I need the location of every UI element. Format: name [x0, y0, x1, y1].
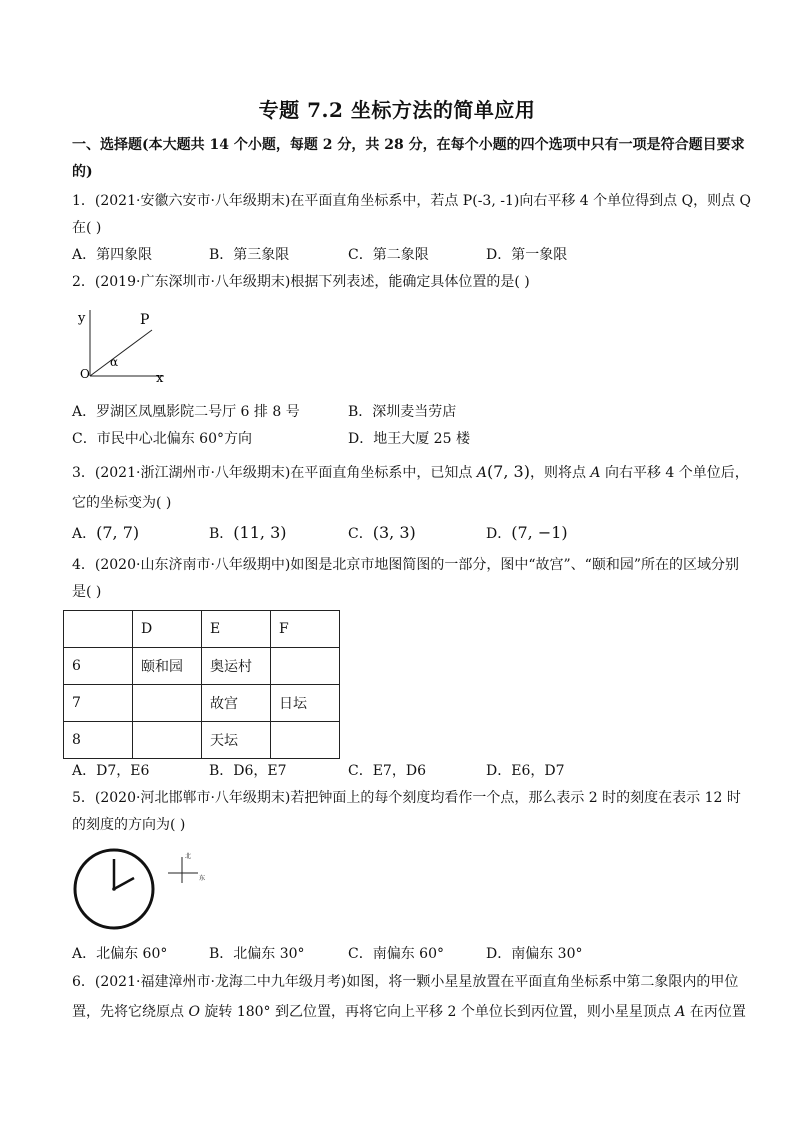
p-label: P — [140, 312, 150, 328]
table-cell — [133, 722, 202, 759]
question-6-stem-cont: 置，先将它绕原点 O 旋转 180° 到乙位置，再将它向上平移 2 个单位长到丙位置，则小星星顶点 A 在丙位置 — [72, 1004, 746, 1020]
question-5-stem: 5．(2020·河北邯郸市·八年级期末)若把钟面上的每个刻度均看作一个点，那么表示 2 时的刻度在表示 12 时 — [72, 790, 741, 806]
east-label: 东 — [199, 875, 206, 882]
alpha-label: α — [110, 355, 119, 369]
question-1-stem: 1．(2021·安徽六安市·八年级期末)在平面直角坐标系中，若点 P(-3, -1)向右平移 4 个单位得到点 Q，则点 Q — [72, 193, 751, 209]
question-4-stem: 4．(2020·山东济南市·八年级期中)如图是北京市地图简图的一部分，图中“故宫”、“颐和园”所在的区域分别 — [72, 557, 739, 573]
x-label: x — [156, 371, 164, 386]
table-cell: F — [271, 611, 340, 648]
q2-option-d: D．地王大厦 25 楼 — [348, 431, 470, 447]
q4-option-a: A．D7，E6 — [72, 763, 150, 779]
q5-option-c: C．南偏东 60° — [348, 946, 444, 962]
table-row — [64, 611, 340, 648]
q5-option-a: A．北偏东 60° — [72, 946, 168, 962]
q1-option-d: D．第一象限 — [486, 247, 568, 263]
table-cell: 故宫 — [202, 685, 271, 722]
y-label: y — [78, 311, 86, 326]
table-cell — [64, 611, 133, 648]
angle-figure — [72, 300, 182, 390]
question-3-stem: 3．(2021·浙江湖州市·八年级期末)在平面直角坐标系中，已知点 A(7, 3)，则将点 A 向右平移 4 个单位后， — [72, 462, 749, 481]
table-cell: D — [133, 611, 202, 648]
question-6-stem: 6．(2021·福建漳州市·龙海二中九年级月考)如图，将一颗小星星放置在平面直角坐标系中第二象限内的甲位 — [72, 974, 739, 990]
question-2-stem: 2．(2019·广东深圳市·八年级期末)根据下列表述，能确定具体位置的是( ) — [72, 274, 530, 290]
q2-option-b: B．深圳麦当劳店 — [348, 404, 457, 420]
q5-option-b: B．北偏东 30° — [209, 946, 305, 962]
question-5-stem-cont: 的刻度的方向为( ) — [72, 817, 186, 833]
table-cell — [133, 685, 202, 722]
table-cell: 6 — [64, 648, 133, 685]
q3-option-b: B．(11, 3) — [209, 523, 287, 542]
origin-label: O — [80, 367, 90, 381]
q5-option-d: D．南偏东 30° — [486, 946, 583, 962]
question-4-stem-cont: 是( ) — [72, 584, 102, 600]
table-cell: 颐和园 — [133, 648, 202, 685]
page-title: 专题 7.2 坐标方法的简单应用 — [258, 98, 536, 122]
table-row — [64, 685, 340, 722]
q3-option-c: C．(3, 3) — [348, 523, 416, 542]
q4-option-c: C．E7，D6 — [348, 763, 426, 779]
table-cell: 8 — [64, 722, 133, 759]
hour-hand — [114, 878, 134, 889]
q3-option-a: A．(7, 7) — [72, 523, 140, 542]
section-heading-cont: 的) — [72, 164, 93, 180]
ray-op — [90, 330, 152, 376]
table-row — [64, 722, 340, 759]
q1-option-a: A．第四象限 — [72, 247, 153, 263]
q4-option-b: B．D6，E7 — [209, 763, 287, 779]
table-cell: E — [202, 611, 271, 648]
clock-figure — [72, 845, 217, 935]
table-cell: 日坛 — [271, 685, 340, 722]
section-heading: 一、选择题(本大题共 14 个小题，每题 2 分，共 28 分，在每个小题的四个选项中只有一项是符合题目要求 — [72, 137, 745, 153]
table-cell: 天坛 — [202, 722, 271, 759]
table-cell — [271, 722, 340, 759]
q2-option-c: C．市民中心北偏东 60°方向 — [72, 431, 252, 447]
table-cell: 7 — [64, 685, 133, 722]
table-cell — [271, 648, 340, 685]
question-1-stem-cont: 在( ) — [72, 220, 102, 236]
question-3-stem-cont: 它的坐标变为( ) — [72, 495, 172, 511]
q4-option-d: D．E6，D7 — [486, 763, 565, 779]
north-label: 北 — [185, 853, 192, 860]
q3-option-d: D．(7, −1) — [486, 523, 568, 542]
q1-option-b: B．第三象限 — [209, 247, 290, 263]
clock-center — [112, 887, 116, 891]
table-row — [64, 648, 340, 685]
map-grid-table — [63, 610, 340, 759]
q2-option-a: A．罗湖区凤凰影院二号厅 6 排 8 号 — [72, 404, 300, 420]
q1-option-c: C．第二象限 — [348, 247, 429, 263]
table-cell: 奥运村 — [202, 648, 271, 685]
